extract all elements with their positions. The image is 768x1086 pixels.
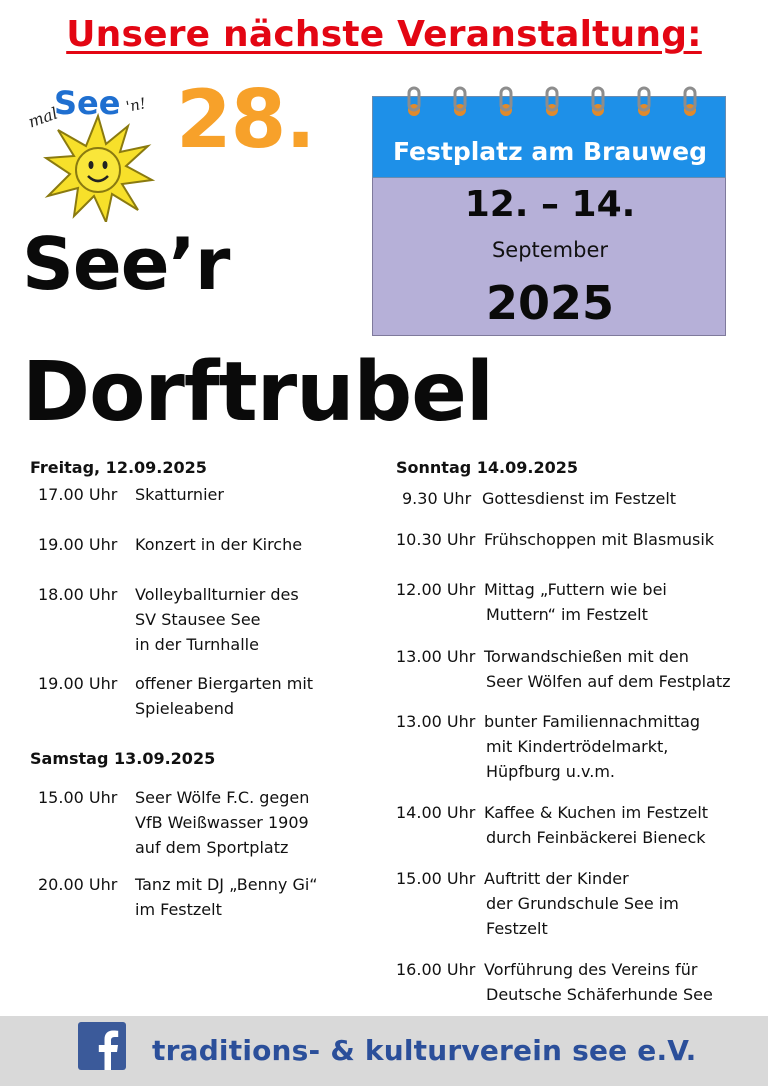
event-time: 20.00 Uhr (38, 875, 118, 894)
edition-number: 28. (176, 73, 315, 166)
event-time: 15.00 Uhr (396, 869, 476, 888)
event-desc-line: auf dem Sportplatz (135, 838, 289, 857)
event-desc-line: Skatturnier (135, 485, 224, 504)
logo-wordmark (26, 82, 166, 130)
event-title-line1: See’r (22, 222, 230, 306)
event-desc-line: Spieleabend (135, 699, 234, 718)
logo-text-see: See (54, 84, 121, 122)
event-title-line2: Dorftrubel (22, 345, 493, 440)
calendar-ring-icon (546, 88, 558, 116)
event-time: 18.00 Uhr (38, 585, 118, 604)
event-desc-line: Gottesdienst im Festzelt (482, 489, 677, 508)
event-desc-line: offener Biergarten mit (135, 674, 314, 693)
sunday-heading: Sonntag 14.09.2025 (396, 458, 578, 477)
logo-text-mal: mal (25, 103, 61, 132)
event-time: 19.00 Uhr (38, 674, 118, 693)
calendar-ring-icon (684, 88, 696, 116)
event-desc-line: Deutsche Schäferhunde See (486, 985, 713, 1004)
event-desc-line: Frühschoppen mit Blasmusik (484, 530, 715, 549)
event-desc-line: Vorführung des Vereins für (484, 960, 698, 979)
event-desc-line: Konzert in der Kirche (135, 535, 303, 554)
calendar-ring-icon (454, 88, 466, 116)
headline: Unsere nächste Veranstaltung: (66, 14, 702, 55)
event-desc-line: der Grundschule See im (486, 894, 679, 913)
event-time: 13.00 Uhr (396, 712, 476, 731)
event-desc-line: durch Feinbäckerei Bieneck (486, 828, 706, 847)
facebook-icon[interactable] (78, 1022, 126, 1070)
logo (26, 82, 166, 222)
event-desc-line: Tanz mit DJ „Benny Gi“ (135, 875, 318, 894)
event-desc-line: SV Stausee See (135, 610, 261, 629)
event-desc-line: Volleyballturnier des (135, 585, 299, 604)
event-time: 19.00 Uhr (38, 535, 118, 554)
event-desc-line: Muttern“ im Festzelt (486, 605, 648, 624)
event-time: 13.00 Uhr (396, 647, 476, 666)
event-time: 14.00 Uhr (396, 803, 476, 822)
friday-heading: Freitag, 12.09.2025 (30, 458, 207, 477)
event-desc-line: Festzelt (486, 919, 548, 938)
event-time: 17.00 Uhr (38, 485, 118, 504)
event-time: 16.00 Uhr (396, 960, 476, 979)
event-desc-line: VfB Weißwasser 1909 (135, 813, 309, 832)
calendar-body (372, 178, 726, 336)
calendar-rings-icon (372, 86, 726, 126)
event-desc-line: Seer Wölfen auf dem Festplatz (486, 672, 731, 691)
saturday-heading: Samstag 13.09.2025 (30, 749, 216, 768)
event-desc-line: Hüpfburg u.v.m. (486, 762, 616, 781)
event-desc-line: Torwandschießen mit den (484, 647, 689, 666)
event-desc-line: im Festzelt (135, 900, 222, 919)
event-desc-line: Kaffee & Kuchen im Festzelt (484, 803, 709, 822)
calendar-ring-icon (592, 88, 604, 116)
event-desc-line: Mittag „Futtern wie bei (484, 580, 667, 599)
event-time: 9.30 Uhr (402, 489, 472, 508)
calendar-place: Festplatz am Brauweg (392, 137, 707, 166)
event-time: 10.30 Uhr (396, 530, 476, 549)
calendar-ring-icon (408, 88, 420, 116)
event-desc-line: Seer Wölfe F.C. gegen (135, 788, 310, 807)
event-time: 12.00 Uhr (396, 580, 476, 599)
event-desc-line: in der Turnhalle (135, 635, 259, 654)
club-name: traditions- & kulturverein see e.V. (152, 1034, 697, 1067)
calendar-month: September (491, 238, 609, 262)
event-desc-line: Auftritt der Kinder (484, 869, 629, 888)
calendar-dates: 12. – 14. (464, 184, 636, 225)
footer-bar (0, 1016, 768, 1086)
event-time: 15.00 Uhr (38, 788, 118, 807)
logo-text-rn: 'n! (124, 94, 148, 116)
calendar-ring-icon (500, 88, 512, 116)
event-desc-line: bunter Familiennachmittag (484, 712, 701, 731)
event-desc-line: mit Kindertrödelmarkt, (486, 737, 669, 756)
calendar-card (372, 96, 726, 336)
calendar-year: 2025 (485, 276, 615, 330)
calendar-ring-icon (638, 88, 650, 116)
